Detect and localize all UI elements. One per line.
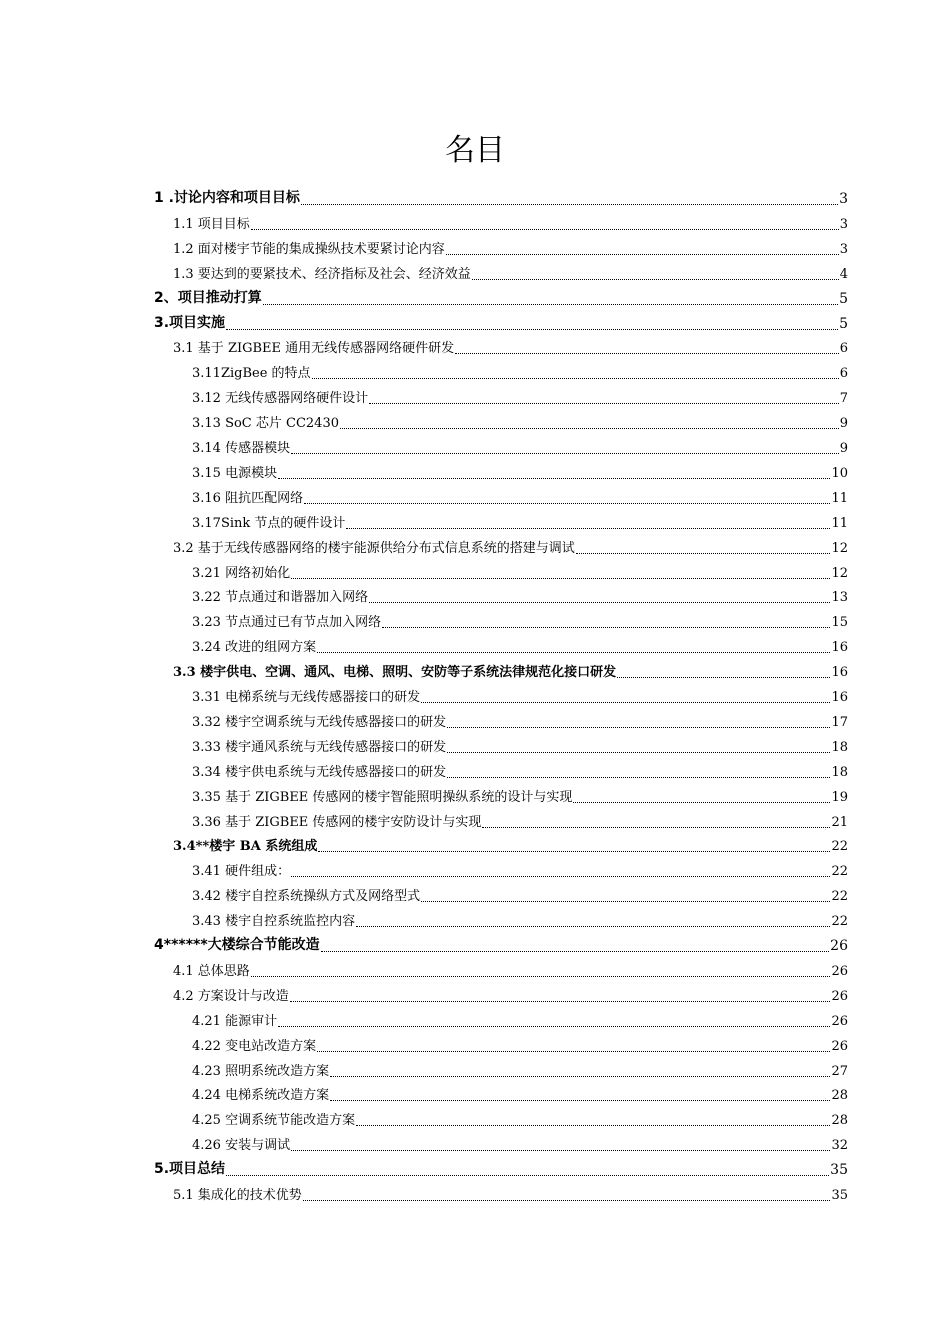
toc-entry[interactable] bbox=[192, 1055, 848, 1079]
toc-entry[interactable] bbox=[192, 432, 848, 456]
toc-entry[interactable] bbox=[173, 258, 848, 282]
toc-entry-label: 3.41 硬件组成： bbox=[192, 864, 291, 880]
toc-entry[interactable] bbox=[192, 1030, 848, 1054]
toc-entry-label: 1.1 项目目标 bbox=[173, 216, 250, 232]
toc-entry-page: 35 bbox=[830, 1162, 848, 1179]
toc-dot-leader bbox=[312, 367, 839, 381]
toc-entry-label: 4.24 电梯系统改造方案 bbox=[192, 1088, 330, 1104]
toc-entry-label: 3.3 楼宇供电、空调、通风、电梯、照明、安防等子系统法律规范化接口研发 bbox=[173, 665, 617, 681]
toc-entry[interactable] bbox=[192, 606, 848, 630]
toc-entry-label: 3.34 楼宇供电系统与无线传感器接口的研发 bbox=[192, 764, 447, 780]
toc-dot-leader bbox=[291, 567, 830, 581]
toc-entry[interactable] bbox=[192, 781, 848, 805]
toc-dot-leader bbox=[576, 542, 831, 556]
toc-entry-page: 26 bbox=[830, 938, 848, 954]
toc-dot-leader bbox=[356, 915, 830, 929]
toc-entry[interactable] bbox=[192, 1005, 848, 1029]
toc-entry-page: 21 bbox=[831, 814, 848, 830]
toc-entry[interactable] bbox=[192, 407, 848, 431]
toc-dot-leader bbox=[573, 791, 830, 805]
toc-entry-label: 3.31 电梯系统与无线传感器接口的研发 bbox=[192, 690, 421, 705]
toc-entry-page: 5 bbox=[839, 315, 848, 332]
toc-dot-leader bbox=[447, 716, 830, 730]
toc-entry-page: 26 bbox=[831, 1013, 848, 1029]
toc-entry-label: 3.12 无线传感器网络硬件设计 bbox=[192, 391, 369, 407]
toc-entry[interactable] bbox=[173, 233, 848, 257]
toc-entry-page: 22 bbox=[831, 839, 848, 855]
toc-entry-label: 1.3 要达到的要紧技术、经济指标及社会、经济效益 bbox=[173, 266, 471, 282]
toc-entry[interactable] bbox=[173, 980, 848, 1004]
toc-entry-label: 5.项目总结 bbox=[154, 1161, 226, 1178]
toc-entry-label: 3.21 网络初始化 bbox=[192, 565, 291, 581]
toc-entry-label: 4.1 总体思路 bbox=[173, 963, 250, 979]
toc-entry[interactable] bbox=[173, 830, 848, 854]
toc-entry[interactable] bbox=[154, 308, 848, 332]
toc-dot-leader bbox=[226, 1164, 829, 1178]
toc-entry-page: 11 bbox=[831, 490, 848, 506]
toc-dot-leader bbox=[251, 218, 839, 232]
toc-entry-page: 22 bbox=[831, 889, 848, 905]
toc-entry[interactable] bbox=[173, 208, 848, 232]
toc-entry-label: 1.2 面对楼宇节能的集成操纵技术要紧讨论内容 bbox=[173, 241, 445, 257]
toc-entry-page: 4 bbox=[839, 266, 848, 282]
toc-entry[interactable] bbox=[192, 482, 848, 506]
toc-dot-leader bbox=[290, 990, 831, 1004]
toc-dot-leader bbox=[369, 591, 830, 605]
toc-entry-page: 6 bbox=[839, 341, 848, 357]
toc-dot-leader bbox=[318, 840, 830, 854]
toc-dot-leader bbox=[317, 1040, 830, 1054]
toc-entry[interactable] bbox=[192, 1079, 848, 1103]
toc-entry-page: 35 bbox=[831, 1188, 848, 1203]
toc-entry-page: 26 bbox=[831, 988, 848, 1004]
toc-entry-label: 4.2 方案设计与改造 bbox=[173, 988, 289, 1004]
toc-entry[interactable] bbox=[173, 955, 848, 979]
toc-entry-label: 3.2 基于无线传感器网络的楼宇能源供给分布式信息系统的搭建与调试 bbox=[173, 540, 575, 556]
toc-entry-label: 3.1 基于 ZIGBEE 通用无线传感器网络硬件研发 bbox=[173, 341, 455, 357]
toc-dot-leader bbox=[291, 865, 830, 879]
toc-entry-label: 4.26 安装与调试 bbox=[192, 1138, 291, 1154]
toc-dot-leader bbox=[303, 1189, 831, 1203]
toc-entry-page: 28 bbox=[831, 1088, 848, 1104]
toc-entry[interactable] bbox=[173, 656, 848, 680]
toc-entry[interactable] bbox=[192, 357, 848, 381]
toc-entry-label: 4.25 空调系统节能改造方案 bbox=[192, 1113, 356, 1129]
toc-entry[interactable] bbox=[173, 532, 848, 556]
toc-entry[interactable] bbox=[192, 631, 848, 655]
toc-entry[interactable] bbox=[192, 457, 848, 481]
toc-dot-leader bbox=[317, 641, 830, 655]
toc-entry-page: 19 bbox=[831, 789, 848, 805]
toc-dot-leader bbox=[263, 293, 838, 307]
toc-entry-page: 6 bbox=[839, 366, 848, 382]
toc-entry-label: 3.11ZigBee 的特点 bbox=[192, 366, 311, 382]
toc-dot-leader bbox=[346, 517, 830, 531]
toc-entry-page: 16 bbox=[831, 665, 848, 681]
toc-entry-label: 3.13 SoC 芯片 CC2430 bbox=[192, 416, 339, 432]
toc-dot-leader bbox=[291, 442, 839, 456]
toc-entry-label: 3.16 阻抗匹配网络 bbox=[192, 490, 304, 506]
page-title: 名目 bbox=[445, 133, 505, 168]
toc-entry-page: 15 bbox=[831, 615, 848, 631]
toc-dot-leader bbox=[369, 392, 839, 406]
toc-entry-label: 1 .讨论内容和项目目标 bbox=[154, 190, 300, 206]
toc-entry[interactable] bbox=[173, 332, 848, 356]
toc-entry-page: 3 bbox=[839, 241, 848, 257]
toc-entry-page: 3 bbox=[839, 191, 848, 207]
toc-entry-label: 3.17Sink 节点的硬件设计 bbox=[192, 515, 346, 531]
toc-entry-page: 22 bbox=[831, 864, 848, 880]
toc-dot-leader bbox=[382, 616, 830, 630]
toc-entry[interactable] bbox=[192, 905, 848, 929]
toc-dot-leader bbox=[321, 940, 830, 954]
toc-entry-page: 32 bbox=[831, 1138, 848, 1154]
toc-entry-page: 22 bbox=[831, 914, 848, 930]
toc-entry-page: 3 bbox=[839, 216, 848, 232]
toc-entry-label: 3.43 楼宇自控系统监控内容 bbox=[192, 914, 356, 930]
toc-entry[interactable] bbox=[192, 880, 848, 904]
toc-dot-leader bbox=[447, 766, 830, 780]
toc-entry-label: 3.4**楼宇 BA 系统组成 bbox=[173, 839, 318, 855]
toc-dot-leader bbox=[330, 1065, 830, 1079]
toc-entry[interactable] bbox=[192, 855, 848, 879]
toc-entry-page: 12 bbox=[831, 540, 848, 556]
toc-dot-leader bbox=[617, 666, 830, 680]
toc-dot-leader bbox=[301, 193, 838, 207]
toc-entry[interactable] bbox=[154, 930, 848, 954]
toc-entry-label: 4.22 变电站改造方案 bbox=[192, 1038, 317, 1054]
toc-entry-page: 9 bbox=[839, 441, 848, 456]
toc-dot-leader bbox=[330, 1089, 830, 1103]
toc-entry-page: 18 bbox=[831, 739, 848, 755]
toc-entry-page: 11 bbox=[831, 515, 848, 531]
toc-entry-label: 3.15 电源模块 bbox=[192, 465, 278, 481]
toc-dot-leader bbox=[278, 1015, 830, 1029]
toc-entry-page: 10 bbox=[831, 465, 848, 481]
toc-dot-leader bbox=[304, 492, 830, 506]
toc-entry-page: 12 bbox=[831, 565, 848, 581]
toc-dot-leader bbox=[278, 467, 830, 481]
toc-dot-leader bbox=[472, 268, 839, 282]
toc-dot-leader bbox=[421, 890, 830, 904]
toc-entry-label: 4.23 照明系统改造方案 bbox=[192, 1063, 330, 1079]
toc-entry-label: 3.22 节点通过和谐器加入网络 bbox=[192, 590, 369, 606]
toc-dot-leader bbox=[226, 318, 838, 332]
toc-entry[interactable] bbox=[192, 1104, 848, 1128]
toc-entry-page: 26 bbox=[831, 1038, 848, 1054]
toc-entry-page: 16 bbox=[831, 690, 848, 705]
toc-entry[interactable] bbox=[154, 183, 848, 207]
toc-entry-label: 3.14 传感器模块 bbox=[192, 441, 291, 456]
toc-entry[interactable] bbox=[154, 1154, 848, 1178]
toc-dot-leader bbox=[446, 243, 839, 257]
toc-entry-page: 5 bbox=[839, 290, 848, 307]
toc-entry-label: 3.35 基于 ZIGBEE 传感网的楼宇智能照明操纵系统的设计与实现 bbox=[192, 789, 573, 805]
toc-dot-leader bbox=[421, 691, 830, 705]
toc-entry[interactable] bbox=[192, 382, 848, 406]
toc-entry-page: 17 bbox=[831, 714, 848, 730]
toc-entry[interactable] bbox=[154, 283, 848, 307]
toc-entry[interactable] bbox=[192, 581, 848, 605]
toc-entry[interactable] bbox=[192, 507, 848, 531]
toc-dot-leader bbox=[482, 816, 830, 830]
toc-entry[interactable] bbox=[192, 557, 848, 581]
toc-entry[interactable] bbox=[192, 706, 848, 730]
toc-dot-leader bbox=[455, 342, 839, 356]
toc-entry-label: 5.1 集成化的技术优势 bbox=[173, 1188, 302, 1203]
toc-entry-page: 27 bbox=[831, 1063, 848, 1079]
toc-entry-label: 3.32 楼宇空调系统与无线传感器接口的研发 bbox=[192, 714, 447, 730]
toc-entry-page: 16 bbox=[831, 640, 848, 656]
toc-entry-label: 3.24 改进的组网方案 bbox=[192, 640, 317, 656]
toc-entry[interactable] bbox=[192, 681, 848, 705]
toc-dot-leader bbox=[291, 1139, 830, 1153]
toc-entry[interactable] bbox=[192, 731, 848, 755]
toc-entry-label: 3.42 楼宇自控系统操纵方式及网络型式 bbox=[192, 889, 421, 905]
toc-entry[interactable] bbox=[192, 806, 848, 830]
toc-entry[interactable] bbox=[192, 756, 848, 780]
toc-entry-page: 26 bbox=[831, 963, 848, 979]
toc-entry-page: 9 bbox=[839, 416, 848, 432]
toc-entry-page: 7 bbox=[839, 391, 848, 407]
toc-entry-page: 28 bbox=[831, 1113, 848, 1129]
toc-entry-label: 4.21 能源审计 bbox=[192, 1013, 278, 1029]
toc-dot-leader bbox=[340, 417, 839, 431]
toc-dot-leader bbox=[447, 741, 830, 755]
toc-entry-label: 3.23 节点通过已有节点加入网络 bbox=[192, 615, 382, 631]
toc-entry-label: 3.33 楼宇通风系统与无线传感器接口的研发 bbox=[192, 739, 447, 755]
toc-entry-page: 13 bbox=[831, 590, 848, 606]
toc-entry[interactable] bbox=[173, 1179, 848, 1203]
toc-entry-label: 4******大楼综合节能改造 bbox=[154, 937, 320, 953]
toc-entry-label: 2、项目推动打算 bbox=[154, 289, 262, 306]
toc-dot-leader bbox=[356, 1114, 830, 1128]
toc-dot-leader bbox=[251, 965, 831, 979]
toc-entry[interactable] bbox=[192, 1129, 848, 1153]
toc-entry-label: 3.项目实施 bbox=[154, 314, 226, 331]
toc-entry-page: 18 bbox=[831, 764, 848, 780]
toc-entry-label: 3.36 基于 ZIGBEE 传感网的楼宇安防设计与实现 bbox=[192, 814, 482, 830]
